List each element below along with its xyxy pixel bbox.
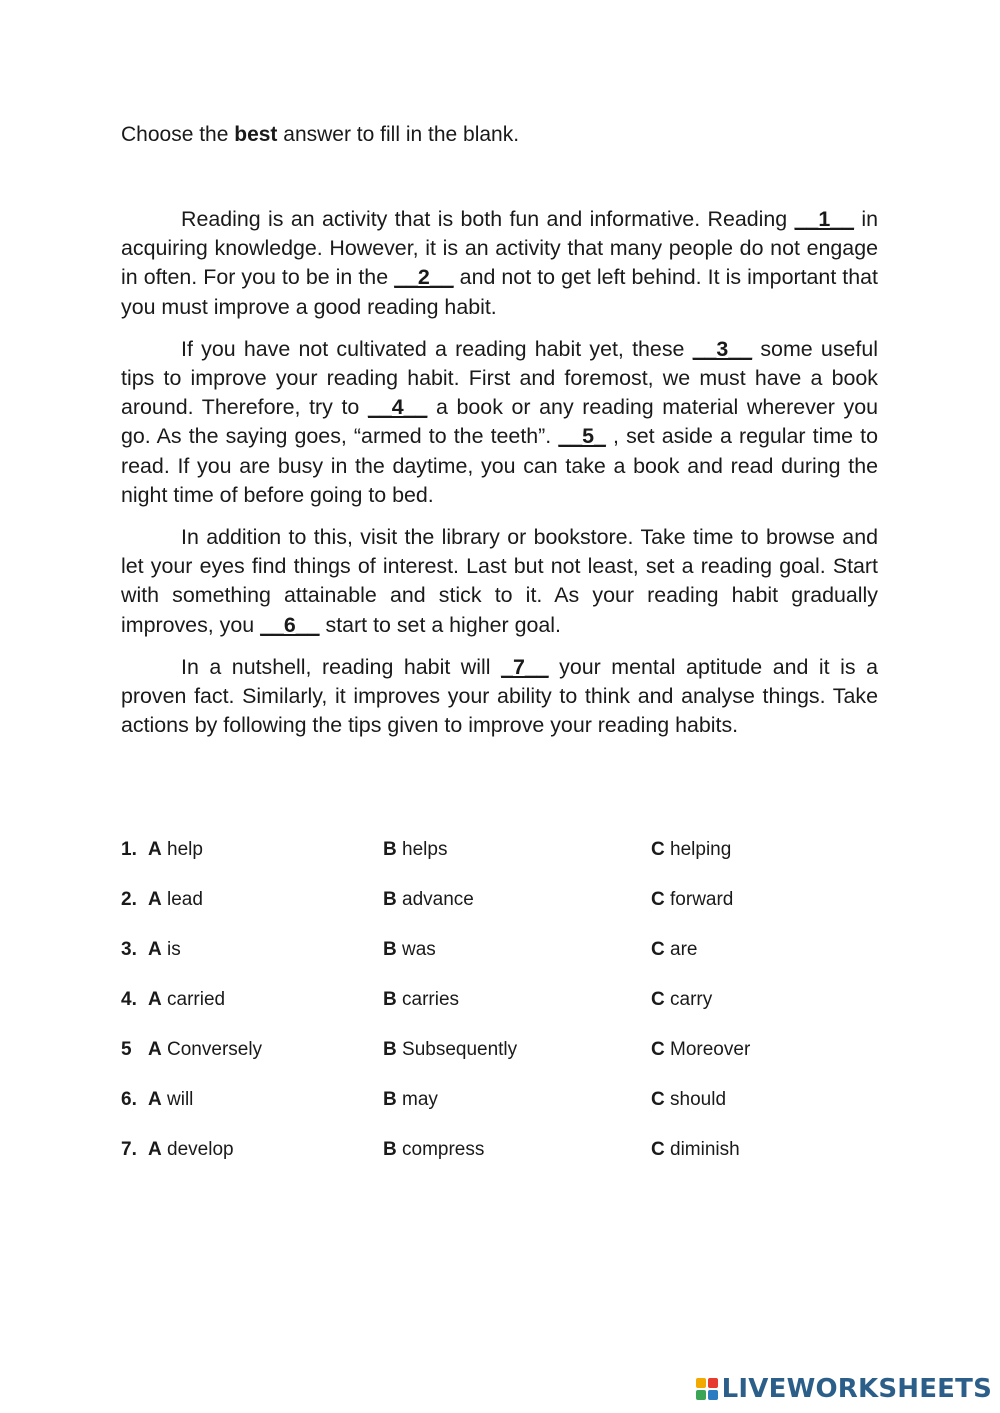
option-a[interactable] [148, 1089, 193, 1111]
option-c[interactable] [651, 1039, 750, 1061]
question-number: 6. [121, 1089, 137, 1110]
question-row [121, 1089, 881, 1139]
option-letter: C [651, 1039, 665, 1060]
option-c[interactable] [651, 889, 733, 911]
option-b[interactable] [383, 989, 459, 1011]
paragraph-1 [121, 205, 878, 322]
instruction-emphasis: best [234, 123, 278, 146]
option-letter: C [651, 839, 665, 860]
option-a[interactable] [148, 839, 203, 861]
paragraph-text: If you have not cultivated a reading habit yet, these [181, 336, 693, 361]
question-row [121, 989, 881, 1039]
option-text: carried [167, 989, 226, 1010]
option-text: advance [402, 889, 474, 910]
paragraph-4 [121, 653, 878, 741]
option-text: should [670, 1089, 727, 1110]
option-text: are [670, 939, 698, 960]
option-text: carries [402, 989, 460, 1010]
option-a[interactable] [148, 889, 203, 911]
question-row [121, 889, 881, 939]
option-text: lead [167, 889, 203, 910]
blank-3[interactable]: __3__ [692, 336, 753, 361]
option-text: was [402, 939, 436, 960]
question-number: 1. [121, 839, 137, 860]
question-row [121, 1139, 881, 1189]
paragraph-2 [121, 335, 878, 510]
option-letter: C [651, 889, 665, 910]
paragraph-text: a book or any reading material wherever you go. As the saying goes, “armed to the teeth”. [121, 395, 878, 449]
paragraph-text: Reading is an activity that is both fun and informative. Reading [181, 207, 795, 231]
option-b[interactable] [383, 1089, 438, 1111]
option-text: carry [670, 989, 713, 1010]
option-letter: B [383, 989, 397, 1010]
paragraph-text: In a nutshell, reading habit will [181, 654, 502, 679]
question-number: 7. [121, 1139, 137, 1160]
option-c[interactable] [651, 1089, 726, 1111]
question-number: 2. [121, 889, 137, 910]
reading-passage [121, 205, 878, 753]
option-letter: B [383, 1089, 397, 1110]
option-b[interactable] [383, 939, 436, 961]
option-c[interactable] [651, 989, 712, 1011]
option-letter: B [383, 839, 397, 860]
option-b[interactable] [383, 1039, 517, 1061]
question-number: 5 [121, 1039, 132, 1060]
option-b[interactable] [383, 839, 447, 861]
paragraph-text: , set aside a regular time to read. If you are busy in the daytime, you can take a book and read during the night time of before going to bed. [121, 424, 878, 507]
option-c[interactable] [651, 939, 697, 961]
blank-5[interactable]: __5_ [558, 424, 606, 449]
question-row [121, 1039, 881, 1089]
option-a[interactable] [148, 989, 225, 1011]
blank-4[interactable]: __4__ [367, 395, 428, 420]
option-letter: A [148, 1089, 162, 1110]
option-letter: B [383, 1039, 397, 1060]
option-letter: C [651, 939, 665, 960]
question-number: 4. [121, 989, 137, 1010]
instruction-text-after: answer to fill in the blank. [277, 123, 520, 146]
option-text: helping [670, 839, 732, 860]
option-text: Moreover [670, 1039, 751, 1060]
logo-square [696, 1390, 706, 1400]
logo-icon [696, 1378, 718, 1400]
option-letter: C [651, 1139, 665, 1160]
paragraph-text: and not to get left behind. It is important that you must improve a good reading habit. [121, 265, 878, 319]
liveworksheets-logo [696, 1371, 992, 1407]
question-row [121, 939, 881, 989]
paragraph-3 [121, 523, 878, 640]
option-text: help [167, 839, 203, 860]
option-letter: B [383, 889, 397, 910]
option-text: is [167, 939, 181, 960]
instruction-text-before: Choose the [121, 123, 235, 146]
logo-square [708, 1390, 718, 1400]
blank-2[interactable]: __2__ [394, 265, 454, 290]
option-text: helps [402, 839, 448, 860]
option-b[interactable] [383, 889, 474, 911]
option-b[interactable] [383, 1139, 484, 1161]
option-text: compress [402, 1139, 485, 1160]
option-letter: A [148, 839, 162, 860]
paragraph-text: your mental aptitude and it is a proven fact. Similarly, it improves your ability to think and analyse things. Take actions by following the tips given to improve your reading habits. [121, 654, 879, 738]
blank-7[interactable]: _7__ [501, 654, 549, 679]
option-c[interactable] [651, 1139, 740, 1161]
logo-text: LIVEWORKSHEETS [721, 1374, 992, 1404]
option-a[interactable] [148, 1139, 234, 1161]
option-text: may [402, 1089, 438, 1110]
option-text: develop [167, 1139, 234, 1160]
logo-square [696, 1378, 706, 1388]
paragraph-text: In addition to this, visit the library or bookstore. Take time to browse and let your eyes find things of interest. Last but not least, set a reading goal. Start with something attainable and stick to it. As your reading habit gradually improves, you [121, 525, 878, 637]
option-text: Conversely [167, 1039, 263, 1060]
answer-options [121, 839, 881, 1189]
option-letter: A [148, 939, 162, 960]
option-text: Subsequently [402, 1039, 518, 1060]
option-letter: A [148, 1139, 162, 1160]
instruction [121, 121, 519, 149]
option-letter: C [651, 989, 665, 1010]
option-letter: C [651, 1089, 665, 1110]
option-letter: A [148, 989, 162, 1010]
blank-1[interactable]: __1__ [794, 207, 855, 231]
option-text: diminish [670, 1139, 740, 1160]
question-number: 3. [121, 939, 137, 960]
option-letter: B [383, 939, 397, 960]
blank-6[interactable]: __6__ [260, 612, 320, 637]
option-letter: A [148, 889, 162, 910]
option-a[interactable] [148, 939, 181, 961]
paragraph-text: some useful tips to improve your reading habit. First and foremost, we must have a book around. Therefore, try to [121, 336, 878, 420]
question-row [121, 839, 881, 889]
paragraph-text: start to set a higher goal. [319, 612, 561, 637]
option-a[interactable] [148, 1039, 262, 1061]
paragraph-text: in acquiring knowledge. However, it is an activity that many people do not engage in often. For you to be in the [121, 207, 879, 290]
option-letter: B [383, 1139, 397, 1160]
option-letter: A [148, 1039, 162, 1060]
option-text: forward [670, 889, 734, 910]
option-text: will [167, 1089, 194, 1110]
logo-square [708, 1378, 718, 1388]
option-c[interactable] [651, 839, 731, 861]
